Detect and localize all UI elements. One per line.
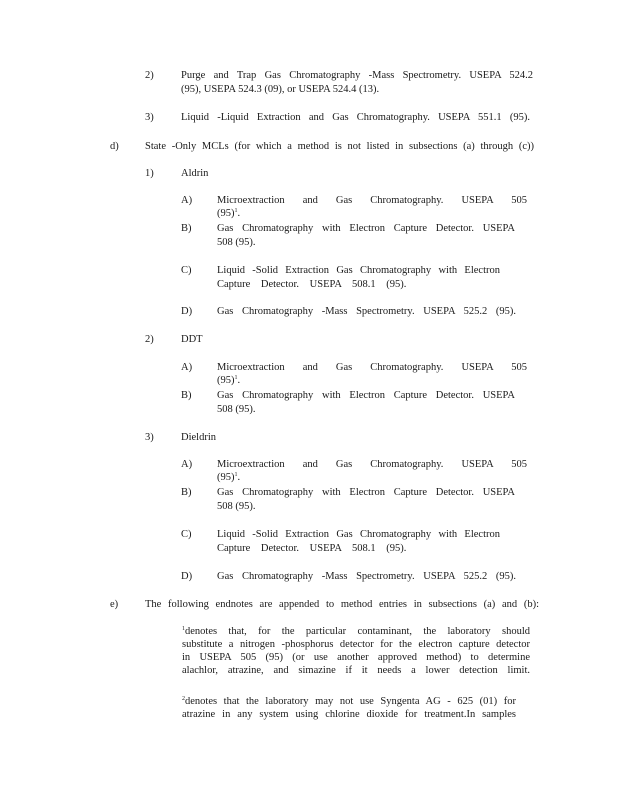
item-text-line: 508 (95). (217, 404, 256, 415)
item-text-line: 508 (95). (217, 501, 256, 512)
item-label: 3) (145, 112, 154, 123)
endnote-ref: 1 (234, 208, 238, 214)
item-label: B) (181, 223, 192, 234)
item-text-line: (95), USEPA 524.3 (09), or USEPA 524.4 (13). (181, 84, 380, 95)
item-label: d) (110, 141, 119, 152)
item-label: C) (181, 265, 192, 276)
item-label: A) (181, 195, 193, 206)
endnote-line: substitute a nitrogen -phosphorus detector for the electron capture detector (182, 639, 530, 650)
endnote-line: alachlor, atrazine, and simazine if it needs a lower detection limit. (182, 665, 530, 676)
item-label: e) (110, 599, 119, 610)
item-text-line: Microextraction and Gas Chromatography. USEPA 505 (95) (217, 459, 527, 483)
item-label: A) (181, 362, 193, 373)
endnote-ref: 1 (234, 375, 238, 381)
item-text-line: Liquid -Liquid Extraction and Gas Chromatography. USEPA 551.1 (95). (181, 112, 530, 123)
item-text-line: Liquid -Solid Extraction Gas Chromatography with Electron (217, 529, 500, 540)
item-text-line: Microextraction and Gas Chromatography. USEPA 505 (95) (217, 362, 527, 386)
item-text-tail: . (237, 375, 241, 386)
endnote-ref: 1 (234, 472, 238, 478)
item-label: C) (181, 529, 192, 540)
item-label: A) (181, 459, 193, 470)
item-text-tail: . (237, 208, 241, 219)
endnote-line: atrazine in any system using chlorine dioxide for treatment.In samples (182, 709, 516, 720)
item-label: 3) (145, 432, 154, 443)
endnote-line: denotes that the laboratory may not use Syngenta AG - 625 (01) for (185, 696, 516, 707)
endnote-line: denotes that, for the particular contaminant, the laboratory should (185, 626, 530, 637)
item-text-line: Gas Chromatography with Electron Capture Detector. USEPA (217, 487, 515, 498)
item-label: 2) (145, 334, 154, 345)
item-label: 2) (145, 70, 154, 81)
item-text-line: Aldrin (181, 168, 209, 179)
item-text-line: DDT (181, 334, 203, 345)
endnote (182, 695, 516, 721)
item-label: D) (181, 571, 193, 582)
item-text-line: Gas Chromatography -Mass Spectrometry. USEPA 525.2 (95). (217, 306, 516, 317)
item-text-line: State -Only MCLs (for which a method is not listed in subsections (a) through (c)) (145, 141, 534, 152)
item-text-line: 508 (95). (217, 237, 256, 248)
item-label: B) (181, 487, 192, 498)
endnote-line: in USEPA 505 (95) (or use another approved method) to determine (182, 652, 530, 663)
item-text-line: Liquid -Solid Extraction Gas Chromatography with Electron (217, 265, 500, 276)
endnote-marker: 2 (182, 696, 185, 702)
item-label: B) (181, 390, 192, 401)
item-text-line: The following endnotes are appended to method entries in subsections (a) and (b): (145, 599, 539, 610)
endnote-marker: 1 (182, 626, 185, 632)
item-text-line: Gas Chromatography -Mass Spectrometry. USEPA 525.2 (95). (217, 571, 516, 582)
item-text-line: Capture Detector. USEPA 508.1 (95). (217, 543, 407, 554)
endnote (182, 625, 530, 677)
item-text-line: Purge and Trap Gas Chromatography -Mass Spectrometry. USEPA 524.2 (181, 70, 533, 81)
item-text-line: Gas Chromatography with Electron Capture Detector. USEPA (217, 390, 515, 401)
item-text-line: Capture Detector. USEPA 508.1 (95). (217, 279, 407, 290)
item-text-line: Microextraction and Gas Chromatography. USEPA 505 (95) (217, 195, 527, 219)
item-label: D) (181, 306, 193, 317)
item-label: 1) (145, 168, 154, 179)
item-text-line: Gas Chromatography with Electron Capture Detector. USEPA (217, 223, 515, 234)
item-text-tail: . (237, 472, 241, 483)
item-text-line: Dieldrin (181, 432, 216, 443)
